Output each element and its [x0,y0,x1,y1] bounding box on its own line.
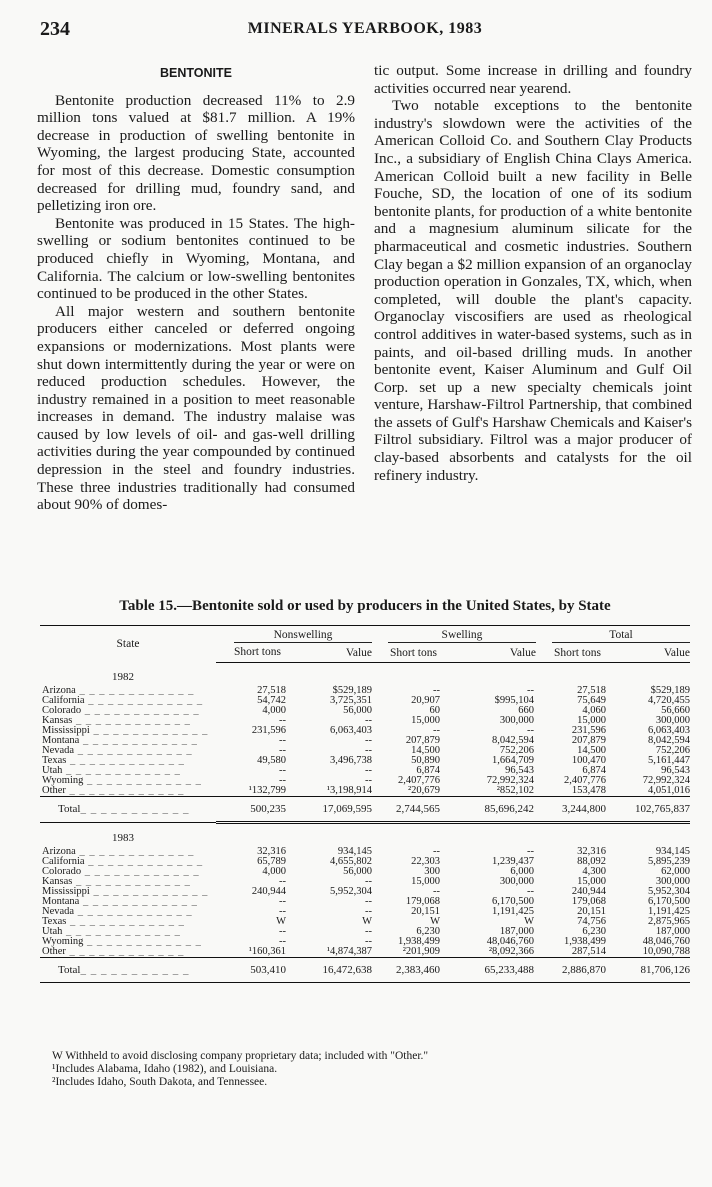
leader-dots: _ _ _ _ _ _ _ _ _ _ _ [80,803,190,815]
table-row [40,947,690,958]
table-cell: -- [279,906,286,917]
year-label: 1982 [112,671,134,683]
group-label: Swelling [388,629,536,643]
table-cell: 48,046,760 [642,936,690,947]
total-label-cell [40,958,216,983]
table-cell: -- [365,735,372,746]
total-row [40,797,690,822]
leader-dots: _ _ _ _ _ _ _ _ _ _ _ _ [66,755,185,766]
table-cell: ¹132,799 [248,785,286,796]
text-column-left [37,62,355,514]
total-cell: 3,244,800 [540,797,620,822]
leader-dots: _ _ _ _ _ _ _ _ _ _ _ _ [65,785,185,796]
total-label: Total [58,803,81,815]
table-cell: -- [433,846,440,857]
table-cell: 20,151 [411,906,440,917]
table-cell: 660 [518,705,534,716]
table-cell: 15,000 [411,715,440,726]
leader-dots: _ _ _ _ _ _ _ _ _ _ _ _ [89,886,209,897]
leader-dots: _ _ _ _ _ _ _ _ _ _ _ _ [84,856,204,867]
section-title: BENTONITE [160,66,232,80]
table-cell: $529,189 [332,685,372,696]
table-cell: $995,104 [494,695,534,706]
table-cell: 6,874 [582,765,606,776]
table-cell: 231,596 [571,725,606,736]
paragraph: Two notable exceptions to the bentonite industry's slowdown were the activities of the American Colloid Co. and Southern Clay Products Inc., a subsidiary of English China Clays America. American Colloid built a new facility in Belle Fouche, SD, the location of one of its sodium bentonite plants, for production of a white bentonite and a magnesium aluminum silicate for the pharmaceutical and cosmetic industries. Southern Clay began a $2 million expansion of an organoclay production operation in Gonzales, TX, which, when completed, will double the plant's capacity. Organoclay viscosifiers are used as rheological control additives in water-based systems, such as in paints, and oil-based drilling muds. In another bentonite event, Kaiser Aluminum and Gulf Oil Corp. set up a new specialty chemicals joint venture, Harshaw-Filtrol Partnership, that combined the assets of Gulf's Harshaw Chemicals and Kaiser's Filtrol subsidiary. Filtrol was a major producer of clay-based absorbents and catalysts for the oil refinery industry. [374,97,693,484]
leader-dots: _ _ _ _ _ _ _ _ _ _ _ _ [79,896,198,907]
total-row [40,958,690,983]
total-cell: 2,744,565 [376,797,458,822]
bentonite-table [40,625,690,983]
table-cell: 8,042,594 [492,735,534,746]
table-cell: -- [527,685,534,696]
footnote: W Withheld to avoid disclosing company proprietary data; included with "Other." [52,1050,429,1062]
table-cell: ²201,909 [402,946,440,957]
state-name: California [42,856,85,867]
table-cell: 15,000 [577,715,606,726]
table-cell: 96,543 [661,765,690,776]
column-header: Short tons [540,643,620,663]
leader-dots: _ _ _ _ _ _ _ _ _ _ _ _ [62,926,181,937]
table-cell: 4,000 [262,866,286,877]
state-name: Colorado [42,866,82,877]
table-cell: ¹160,361 [248,946,286,957]
table-cell: 1,664,709 [492,755,534,766]
table-cell: -- [433,886,440,897]
table-cell: -- [279,735,286,746]
table-cell: 207,879 [405,735,440,746]
table-cell: 752,206 [655,745,690,756]
table-cell: 49,580 [257,755,286,766]
running-title: MINERALS YEARBOOK, 1983 [247,20,483,37]
total-cell: 2,886,870 [540,958,620,983]
column-header: Short tons [376,643,458,663]
year-row [40,823,690,848]
table-cell: 48,046,760 [486,936,534,947]
table-cell: -- [365,936,372,947]
total-cell: 102,765,837 [620,797,690,822]
table-cell: 187,000 [655,926,690,937]
table-cell: -- [365,896,372,907]
group-header-total [540,626,690,644]
table-cell: 1,191,425 [648,906,690,917]
table-cell: -- [527,846,534,857]
table-cell: 3,496,738 [330,755,372,766]
table-cell: -- [527,725,534,736]
table-cell: 32,316 [257,846,286,857]
table-cell: 6,063,403 [330,725,372,736]
table-cell: 231,596 [251,725,286,736]
table-title: Table 15.—Bentonite sold or used by producers in the United States, by State [119,598,611,614]
table-cell: 300,000 [655,715,690,726]
table-cell: 2,875,965 [648,916,690,927]
leader-dots: _ _ _ _ _ _ _ _ _ _ _ [80,964,190,976]
table-cell: 20,907 [411,695,440,706]
leader-dots: _ _ _ _ _ _ _ _ _ _ _ _ [62,765,181,776]
state-name: Arizona [42,846,76,857]
table-cell: -- [365,775,372,786]
leader-dots: _ _ _ _ _ _ _ _ _ _ _ _ [84,695,204,706]
table-cell: 6,000 [510,866,534,877]
table-cell: 4,060 [582,705,606,716]
table-cell: -- [279,775,286,786]
table-cell: 10,090,788 [642,946,690,957]
state-header: State [40,626,216,663]
state-name: Other [42,785,66,796]
state-name: Kansas [42,715,73,726]
table-cell: 20,151 [577,906,606,917]
group-header-swelling [376,626,540,644]
total-cell: 2,383,460 [376,958,458,983]
table-cell: 187,000 [499,926,534,937]
table-cell: 50,890 [411,755,440,766]
total-cell: 16,472,638 [296,958,376,983]
table-cell: -- [279,715,286,726]
table-cell: 15,000 [411,876,440,887]
leader-dots: _ _ _ _ _ _ _ _ _ _ _ _ [89,725,209,736]
state-name: Other [42,946,66,957]
table-cell: 300 [424,866,440,877]
table-cell: ¹4,874,387 [326,946,372,957]
leader-dots: _ _ _ _ _ _ _ _ _ _ _ _ [83,936,202,947]
state-name: Texas [42,755,67,766]
table-cell: -- [279,896,286,907]
table-cell: 22,303 [411,856,440,867]
paragraph: tic output. Some increase in drilling and foundry activities occurred near yearend. [374,62,692,97]
table-cell: 179,068 [571,896,606,907]
table-cell: 300,000 [655,876,690,887]
state-name: Texas [42,916,67,927]
table-cell: -- [527,886,534,897]
table-cell: 2,407,776 [398,775,440,786]
state-cell [40,786,216,797]
year-row [40,663,690,687]
table-cell: 56,000 [343,866,372,877]
table-cell: -- [365,715,372,726]
year-label: 1983 [112,832,134,844]
table-cell: ²8,092,366 [488,946,534,957]
table-cell: 32,316 [577,846,606,857]
table-cell: ²852,102 [496,785,534,796]
table-cell: 300,000 [499,876,534,887]
leader-dots: _ _ _ _ _ _ _ _ _ _ _ _ [65,946,185,957]
total-cell: 81,706,126 [620,958,690,983]
state-name: Mississippi [42,886,90,897]
table-cell: -- [365,745,372,756]
column-header: Value [458,643,540,663]
table-cell: 5,895,239 [648,856,690,867]
table-cell: 14,500 [411,745,440,756]
state-name: Montana [42,896,80,907]
table-cell: 5,952,304 [648,886,690,897]
leader-dots: _ _ _ _ _ _ _ _ _ _ _ _ [72,715,191,726]
table-cell: 1,239,437 [492,856,534,867]
state-cell [40,947,216,958]
state-name: Colorado [42,705,82,716]
table-cell: 300,000 [499,715,534,726]
text-column-right [374,62,692,484]
table-cell: 934,145 [655,846,690,857]
rule-row [40,982,690,983]
table-cell: 3,725,351 [330,695,372,706]
table-body [40,663,690,983]
table-cell: -- [279,926,286,937]
table-cell: 72,992,324 [642,775,690,786]
group-header-nonswelling [216,626,376,644]
table-cell: -- [279,765,286,776]
table-cell: 88,092 [577,856,606,867]
table-cell: 934,145 [337,846,372,857]
table-cell: 6,063,403 [648,725,690,736]
table-cell: 6,170,500 [492,896,534,907]
column-header: Value [620,643,690,663]
table-cell: ¹3,198,914 [326,785,372,796]
table-cell: 27,518 [257,685,286,696]
table-cell: -- [365,906,372,917]
table-cell: 65,789 [257,856,286,867]
table-cell: 6,230 [582,926,606,937]
leader-dots: _ _ _ _ _ _ _ _ _ _ _ _ [66,916,185,927]
table-cell: -- [433,685,440,696]
table-cell: 4,720,455 [648,695,690,706]
table-cell: 153,478 [571,785,606,796]
table-row [40,786,690,797]
table-cell: 4,655,802 [330,856,372,867]
group-label: Nonswelling [234,629,372,643]
leader-dots: _ _ _ _ _ _ _ _ _ _ _ _ [74,906,193,917]
state-name: Nevada [42,745,75,756]
state-name: California [42,695,85,706]
table-cell: W [524,916,534,927]
state-name: Montana [42,735,80,746]
state-name: Arizona [42,685,76,696]
table-cell: -- [365,926,372,937]
total-cell: 500,235 [216,797,296,822]
leader-dots: _ _ _ _ _ _ _ _ _ _ _ _ [75,685,195,696]
leader-dots: _ _ _ _ _ _ _ _ _ _ _ _ [72,876,191,887]
state-name: Nevada [42,906,75,917]
table-cell: 1,938,499 [564,936,606,947]
state-name: Wyoming [42,775,84,786]
table-cell: 179,068 [405,896,440,907]
table-cell: 56,660 [661,705,690,716]
table-cell: -- [279,936,286,947]
table-cell: 4,000 [262,705,286,716]
table-cell: 4,051,016 [648,785,690,796]
table-cell: 5,161,447 [648,755,690,766]
group-label: Total [552,629,690,643]
table-cell: -- [433,725,440,736]
table-cell: 14,500 [577,745,606,756]
table-cell: ²20,679 [407,785,440,796]
leader-dots: _ _ _ _ _ _ _ _ _ _ _ _ [83,775,202,786]
table-cell: 240,944 [571,886,606,897]
table-cell: 74,756 [577,916,606,927]
rule-cell [216,982,690,983]
table-cell: -- [365,765,372,776]
table-cell: 752,206 [499,745,534,756]
table-cell: 62,000 [661,866,690,877]
table-cell: 4,300 [582,866,606,877]
table-cell: 287,514 [571,946,606,957]
table-cell: 75,649 [577,695,606,706]
table-cell: 56,000 [343,705,372,716]
table-cell: -- [279,745,286,756]
state-name: Utah [42,926,63,937]
table-cell: 240,944 [251,886,286,897]
table-cell: -- [365,876,372,887]
leader-dots: _ _ _ _ _ _ _ _ _ _ _ _ [74,745,193,756]
rule-cell [40,982,216,983]
page-header [40,18,690,40]
table-cell: W [430,916,440,927]
leader-dots: _ _ _ _ _ _ _ _ _ _ _ _ [79,735,198,746]
table-cell: W [276,916,286,927]
state-name: Wyoming [42,936,84,947]
total-label: Total [58,964,81,976]
total-cell: 503,410 [216,958,296,983]
table-cell: 60 [429,705,440,716]
table-cell: -- [279,876,286,887]
total-cell: 17,069,595 [296,797,376,822]
leader-dots: _ _ _ _ _ _ _ _ _ _ _ _ [81,866,200,877]
column-header: Short tons [216,643,296,663]
leader-dots: _ _ _ _ _ _ _ _ _ _ _ _ [75,846,195,857]
state-name: Mississippi [42,725,90,736]
table-cell: 27,518 [577,685,606,696]
table-cell: 1,191,425 [492,906,534,917]
total-cell: 85,696,242 [458,797,540,822]
footnotes [52,1050,428,1089]
total-cell: 65,233,488 [458,958,540,983]
table-cell: 54,742 [257,695,286,706]
table-cell: 2,407,776 [564,775,606,786]
leader-dots: _ _ _ _ _ _ _ _ _ _ _ _ [81,705,200,716]
table-cell: 1,938,499 [398,936,440,947]
paragraph: Bentonite was produced in 15 States. The high-swelling or sodium bentonites continued to be produced chiefly in Wyoming, Montana, and California. The calcium or low-swelling bentonites continued to be produced in the other States. [37,214,355,303]
table-cell: 6,874 [416,765,440,776]
state-name: Utah [42,765,63,776]
table-cell: 5,952,304 [330,886,372,897]
paragraph: All major western and southern bentonite producers either canceled or deferred ongoing expansions or modernizations. Most plants were shut down intermittently during the year or were on reduced production schedules. However, the industry remained in a position to meet reasonable increases in demand. The industry malaise was caused by low levels of oil- and gas-well drilling activities during the year compounded by continued depression in the steel and foundry industries. These three industries traditionally had consumed about 90% of domes- [37,302,355,514]
total-label-cell [40,797,216,822]
column-header: Value [296,643,376,663]
table-cell: $529,189 [650,685,690,696]
state-name: Kansas [42,876,73,887]
paragraph: Bentonite production decreased 11% to 2.9 million tons valued at $81.7 million. A 19% decrease in production of swelling bentonite in Wyoming, the largest producing State, accounted for most of this decrease. Domestic consumption decreased for drilling mud, foundry sand, and pelletizing iron ore. [37,91,355,215]
table-cell: 207,879 [571,735,606,746]
table-cell: 6,170,500 [648,896,690,907]
page-number: 234 [40,18,70,40]
table-cell: 6,230 [416,926,440,937]
table-cell: W [362,916,372,927]
table-cell: 15,000 [577,876,606,887]
footnote: ²Includes Idaho, South Dakota, and Tennessee. [52,1076,268,1088]
table-cell: 96,543 [505,765,534,776]
table-cell: 72,992,324 [486,775,534,786]
table-cell: 8,042,594 [648,735,690,746]
footnote: ¹Includes Alabama, Idaho (1982), and Louisiana. [52,1063,278,1075]
table-cell: 100,470 [571,755,606,766]
